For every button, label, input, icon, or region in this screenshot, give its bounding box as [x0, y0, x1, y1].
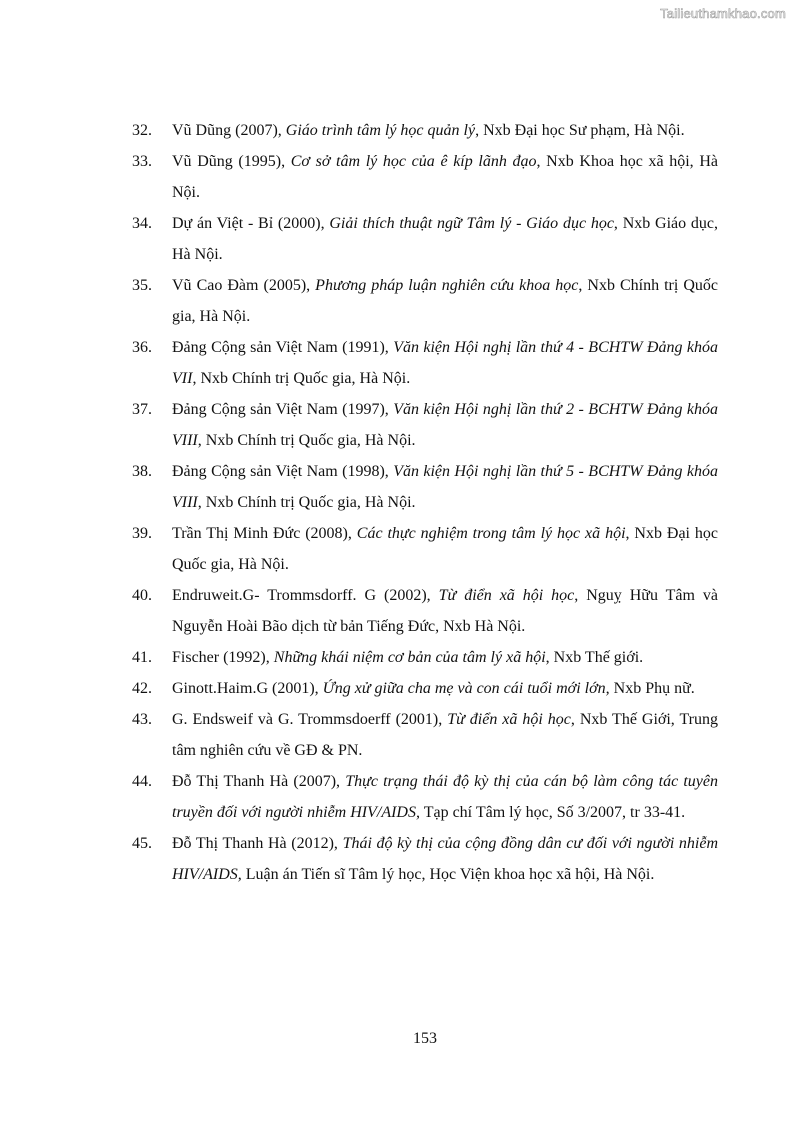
page-number: 153 — [413, 1030, 437, 1047]
reference-title: Thực trạng thái độ kỳ thị của cán bộ làm công tác tuyên truyền đối với người nhiễm HIV/AIDS, — [172, 773, 718, 821]
site-watermark: Tailieuthamkhao.com — [660, 6, 786, 21]
reference-publisher: , Nxb Chính trị Quốc gia, Hà Nội. — [192, 370, 411, 387]
reference-item-35 — [132, 270, 718, 332]
reference-item-40 — [132, 580, 718, 642]
reference-item-41 — [132, 642, 718, 673]
reference-item-32 — [132, 115, 718, 146]
reference-item-42 — [132, 673, 718, 704]
reference-publisher: , Nxb Đại học Quốc gia, Hà Nội. — [172, 525, 719, 573]
reference-authors: Đảng Cộng sản Việt Nam (1991), — [172, 339, 394, 356]
reference-number: 43. — [132, 711, 152, 728]
reference-authors: Đỗ Thị Thanh Hà (2012), — [172, 835, 343, 852]
reference-publisher: , Nxb Khoa học xã hội, Hà Nội. — [172, 153, 718, 201]
reference-publisher: , Nxb Chính trị Quốc gia, Hà Nội. — [172, 277, 719, 325]
reference-authors: Vũ Dũng (1995), — [172, 153, 291, 170]
reference-number: 41. — [132, 649, 152, 666]
reference-publisher: Nxb Phụ nữ. — [609, 680, 695, 697]
reference-number: 36. — [132, 339, 152, 356]
reference-authors: Endruweit.G- Trommsdorff. G (2002), — [172, 587, 439, 604]
reference-number: 33. — [132, 153, 152, 170]
reference-authors: Đỗ Thị Thanh Hà (2007), — [172, 773, 346, 790]
reference-publisher: , Nxb Đại học Sư phạm, Hà Nội. — [475, 122, 685, 139]
reference-publisher: Luận án Tiến sĩ Tâm lý học, Học Viện khoa học xã hội, Hà Nội. — [241, 866, 655, 883]
reference-publisher: , Nxb Chính trị Quốc gia, Hà Nội. — [197, 494, 416, 511]
reference-title: Từ điển xã hội học — [438, 587, 575, 604]
reference-item-33 — [132, 146, 718, 208]
reference-item-39 — [132, 518, 718, 580]
reference-authors: G. Endsweif và G. Trommsdoerff (2001), — [172, 711, 448, 728]
reference-number: 44. — [132, 773, 152, 790]
reference-item-36 — [132, 332, 718, 394]
reference-authors: Fischer (1992), — [172, 649, 274, 666]
reference-number: 37. — [132, 401, 152, 418]
reference-authors: Ginott.Haim.G (2001), — [172, 680, 323, 697]
reference-title: Cơ sở tâm lý học của ê kíp lãnh đạo — [290, 153, 537, 170]
reference-publisher: Tạp chí Tâm lý học, Số 3/2007, tr 33-41. — [419, 804, 686, 821]
reference-publisher: , Nxb Chính trị Quốc gia, Hà Nội. — [197, 432, 416, 449]
reference-authors: Trần Thị Minh Đức (2008), — [172, 525, 357, 542]
reference-authors: Vũ Dũng (2007), — [172, 122, 286, 139]
reference-publisher: , Nxb Thế Giới, Trung tâm nghiên cứu về GĐ & PN. — [172, 711, 719, 759]
reference-title: Giải thích thuật ngữ Tâm lý - Giáo dục học — [329, 215, 614, 232]
reference-title: Văn kiện Hội nghị lần thứ 4 - BCHTW Đảng khóa VII — [172, 339, 718, 387]
reference-item-37 — [132, 394, 718, 456]
reference-number: 40. — [132, 587, 152, 604]
reference-title: Văn kiện Hội nghị lần thứ 2 - BCHTW Đảng khóa VIII — [172, 401, 718, 449]
reference-title: Giáo trình tâm lý học quản lý — [285, 122, 476, 139]
reference-item-34 — [132, 208, 718, 270]
reference-number: 34. — [132, 215, 152, 232]
reference-title: Phương pháp luận nghiên cứu khoa học — [315, 277, 579, 294]
reference-number: 38. — [132, 463, 152, 480]
reference-publisher: , Nxb Giáo dục, Hà Nội. — [172, 215, 718, 263]
reference-authors: Dự án Việt - Bỉ (2000), — [172, 215, 330, 232]
reference-title: Thái độ kỳ thị của cộng đồng dân cư đối với người nhiễm HIV/AIDS, — [172, 835, 718, 883]
reference-number: 39. — [132, 525, 152, 542]
reference-authors: Đảng Cộng sản Việt Nam (1998), — [172, 463, 394, 480]
reference-title: Từ điển xã hội học — [447, 711, 571, 728]
reference-number: 45. — [132, 835, 152, 852]
reference-number: 35. — [132, 277, 152, 294]
reference-list — [132, 115, 718, 890]
reference-number: 32. — [132, 122, 152, 139]
reference-title: Ứng xử giữa cha mẹ và con cái tuổi mới lớn, — [322, 680, 610, 697]
reference-item-43 — [132, 704, 718, 766]
reference-publisher: , Nxb Thế giới. — [545, 649, 644, 666]
reference-authors: Đảng Cộng sản Việt Nam (1997), — [172, 401, 394, 418]
reference-item-45 — [132, 828, 718, 890]
reference-publisher: , Nguỵ Hữu Tâm và Nguyễn Hoài Bão dịch từ bản Tiếng Đức, Nxb Hà Nội. — [172, 587, 718, 635]
reference-title: Văn kiện Hội nghị lần thứ 5 - BCHTW Đảng khóa VIII — [172, 463, 718, 511]
reference-authors: Vũ Cao Đàm (2005), — [172, 277, 316, 294]
reference-item-44 — [132, 766, 718, 828]
reference-title: Các thực nghiệm trong tâm lý học xã hội — [356, 525, 626, 542]
reference-item-38 — [132, 456, 718, 518]
reference-number: 42. — [132, 680, 152, 697]
reference-title: Những khái niệm cơ bản của tâm lý xã hội — [273, 649, 546, 666]
